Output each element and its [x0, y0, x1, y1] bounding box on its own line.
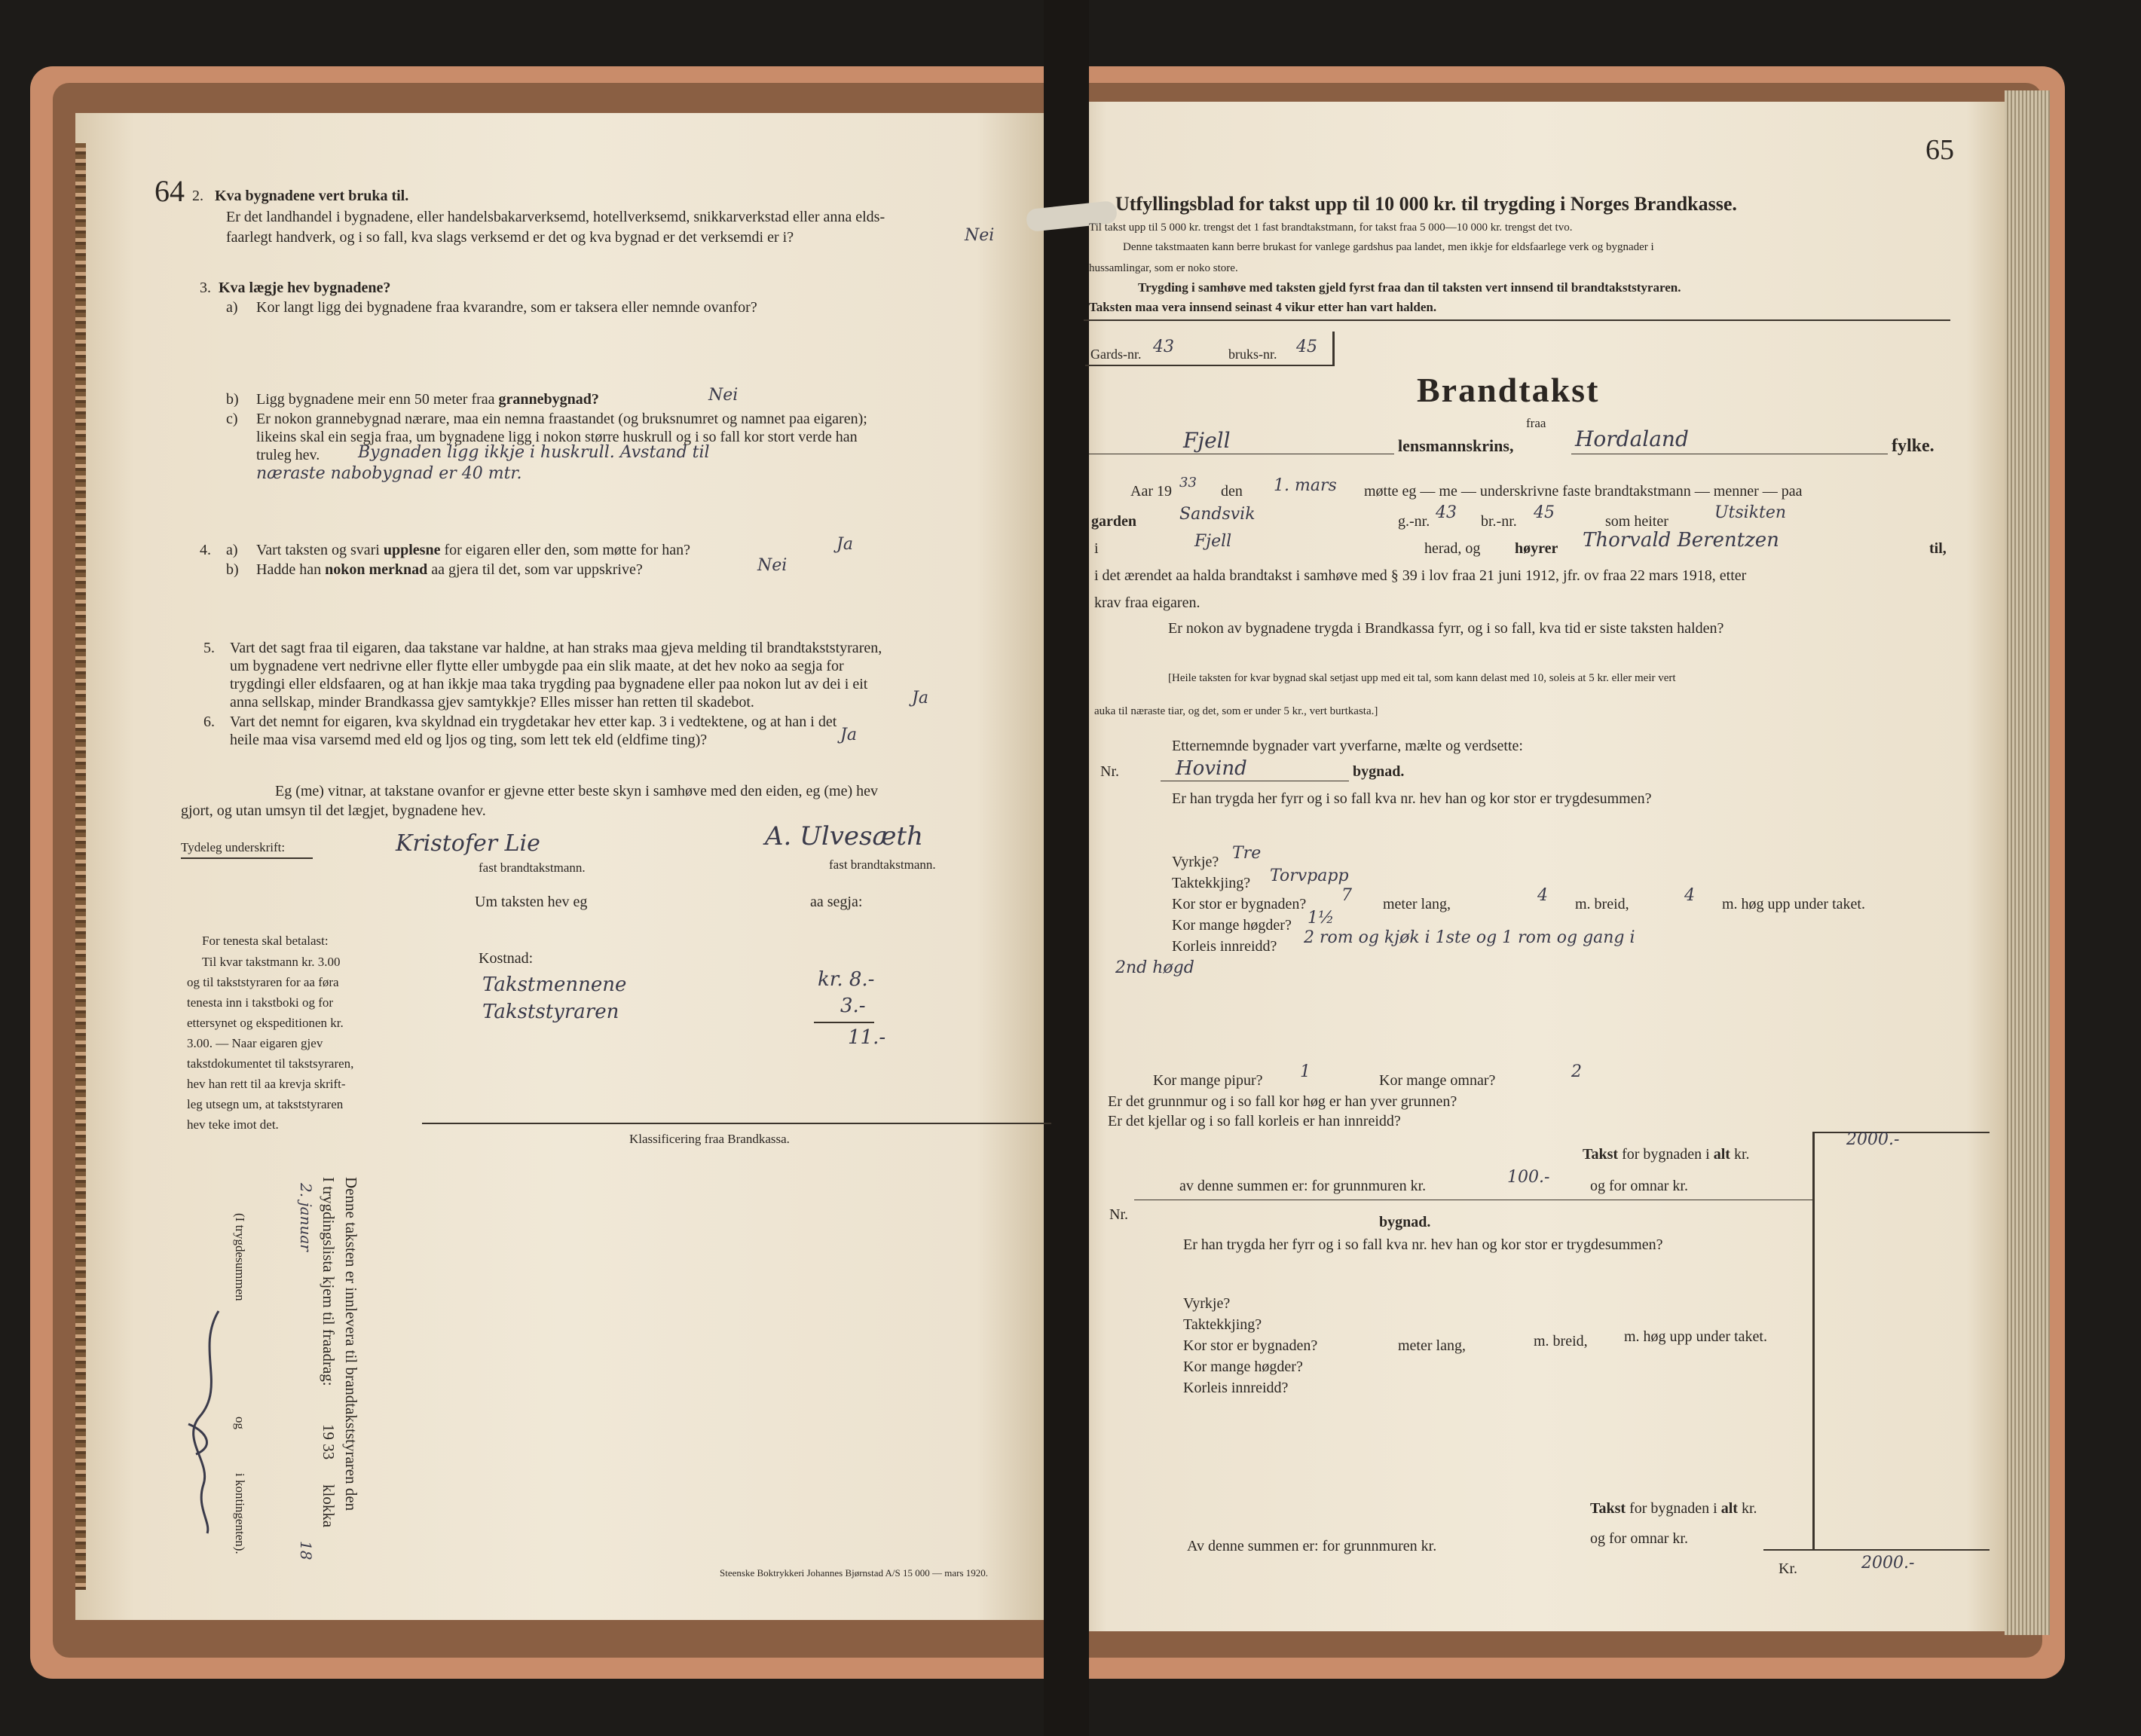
b1-hogder-label: Kor mange høgder? [1172, 917, 1292, 934]
b2-hog-label: m. høg upp under taket. [1624, 1328, 1767, 1345]
aa-segja: aa segja: [810, 894, 863, 910]
marbled-edge [75, 143, 86, 1590]
fee-7: takstdokumentet til takstsyraren, [187, 1056, 354, 1071]
trygda-question: Er nokon av bygnadene trygda i Brandkassa fyrr, og i so fall, kva tid er siste taksten halden? [1168, 620, 1724, 637]
fee-8: hev han rett til aa krevja skrift- [187, 1077, 346, 1091]
b1-innreidd-value: 2 rom og kjøk i 1ste og 1 rom og gang i [1304, 928, 1635, 947]
fylke-label: fylke. [1892, 436, 1935, 456]
herad-value: Fjell [1194, 532, 1232, 551]
b2-total-value: 2000.- [1861, 1554, 1915, 1572]
b1-takst-label: Takst [1583, 1146, 1619, 1163]
aar-label: Aar 19 [1130, 483, 1172, 500]
b1-takst-line [1583, 1145, 1750, 1163]
q4-a-answer: Ja [837, 535, 853, 554]
b1-breid-label: m. breid, [1575, 896, 1629, 912]
q5-2: um bygnadene vert nedrivne eller flytte eller umbygde paa ein slik maate, at det hev noko aa segja for [230, 658, 844, 674]
q3-b: Ligg bygnadene meir enn 50 meter fraa [256, 391, 495, 408]
witness-2: gjort, og utan umsyn til det lægjet, bygnadene hev. [181, 802, 486, 819]
i-label: i [1094, 540, 1099, 557]
q6-answer: Ja [840, 726, 857, 744]
signature-label-underline [181, 857, 313, 859]
b1-storleik-label: Kor stor er bygnaden? [1172, 896, 1307, 912]
b2-hogder-label: Kor mange høgder? [1183, 1359, 1303, 1375]
den-value: 1. mars [1274, 476, 1337, 495]
aerendet-1: i det ærendet aa halda brandtakst i samhøve med § 39 i lov fraa 21 juni 1912, jfr. ov fraa 22 mars 1918, etter [1094, 567, 1747, 584]
doc-title: Brandtakst [1417, 371, 1600, 409]
b1-trygda: Er han trygda her fyrr og i so fall kva nr. hev han og kor stor er trygdesummen? [1172, 790, 1652, 807]
printer-line: Steenske Boktrykkeri Johannes Bjørnstad A/S 15 000 — mars 1920. [720, 1567, 989, 1579]
q3-b-answer: Nei [708, 386, 739, 405]
b2-takst-alt: alt [1720, 1500, 1738, 1517]
b1-nr-label: Nr. [1100, 763, 1119, 780]
q3-c-2: likeins skal ein segja fraa, um bygnadene ligg i nokon større huskrull og i so fall kor stort verde han [256, 429, 858, 445]
fee-1: For tenesta skal betalast: [202, 934, 329, 948]
kostnad-row-2-label: Takststyraren [482, 1001, 619, 1023]
page-number-left: 64 [154, 174, 185, 208]
fylke-value: Hordaland [1575, 426, 1689, 451]
vertical-date: 2. januar [297, 1183, 315, 1252]
b2-taktekkjing-label: Taktekkjing? [1183, 1316, 1262, 1333]
q5-3: trygdingi eller eldsfaaren, og at han ikkje maa taka trygding paa bygnadene eller paa nokon lut av dei i eit [230, 676, 868, 692]
q5-4: anna sellskap, minder Brandkassa gjev samtykkje? Elles misser han retten til skadebot. [230, 694, 754, 711]
b1-hogder-value: 1½ [1308, 909, 1335, 928]
herad-label: herad, og [1424, 540, 1481, 557]
header-bold-1: Trygding i samhøve med taksten gjeld fyrst fraa dan til taksten vert innsend til brandtakststyraren. [1138, 280, 1681, 295]
garden-label: garden [1091, 513, 1136, 530]
til-label: til, [1929, 540, 1947, 557]
q4-b-line [256, 561, 643, 579]
q3-number: 3. [200, 280, 211, 296]
b1-bygnad-label: bygnad. [1353, 763, 1405, 780]
b1-lang-value: 7 [1341, 886, 1352, 905]
gards-box-side [1332, 332, 1335, 366]
page-number-right: 65 [1925, 134, 1954, 166]
q3-b-marker: b) [226, 391, 239, 408]
b1-lang-label: meter lang, [1383, 896, 1451, 912]
header-title: Utfyllingsblad for takst upp til 10 000 kr. til trygding i Norges Brandkasse. [1115, 193, 1737, 215]
vertical-og: og [233, 1417, 247, 1429]
q4-b-post: aa gjera til det, som var uppskrive? [431, 561, 643, 578]
b2-bygnad-label: bygnad. [1379, 1214, 1431, 1230]
b2-innreidd-label: Korleis innreidd? [1183, 1380, 1289, 1396]
heiter-label: som heiter [1605, 513, 1668, 530]
b1-breid-value: 4 [1537, 886, 1548, 905]
gards-label: Gards-nr. [1090, 347, 1142, 362]
header-line-1: Til takst upp til 5 000 kr. trengst det 1 fast brandtakstmann, for takst fraa 5 000—10 000 kr. trengst det tvo. [1089, 222, 1573, 234]
signature-label: Tydeleg underskrift: [181, 840, 286, 854]
q5-number: 5. [203, 640, 215, 656]
vertical-kontingenten: i kontingenten). [233, 1473, 247, 1554]
q3-a: Kor langt ligg dei bygnadene fraa kvarandre, som er taksera eller nemnde ovanfor? [256, 299, 757, 316]
b1-taktekkjing-value: Torvpapp [1270, 866, 1349, 885]
q2-title: Kva bygnadene vert bruka til. [215, 188, 409, 204]
fee-4: tenesta inn i takstboki og for [187, 995, 334, 1010]
b1-pipur-label: Kor mange pipur? [1153, 1072, 1263, 1089]
vertical-trygdingslista: I trygdingslista kjem til fraadrag: [320, 1177, 338, 1386]
b2-summen-label: Av denne summen er: for grunnmuren kr. [1187, 1538, 1437, 1554]
q5-1: Vart det sagt fraa til eigaren, daa takstane var haldne, at han straks maa gjeva melding til brandtakststyraren, [230, 640, 882, 656]
q3-c-marker: c) [226, 411, 238, 427]
header-line-2: Denne takstmaaten kann berre brukast for vanlege gardshus paa landet, men ikkje for eldsfaarlege verk og bygnader i [1123, 241, 1654, 253]
bruks-nr: 45 [1296, 338, 1317, 356]
takst-box-top [1812, 1132, 1990, 1133]
q6-number: 6. [203, 714, 215, 730]
header-line-3: hussamlingar, som er noko store. [1089, 262, 1238, 274]
bruks-label: bruks-nr. [1228, 347, 1277, 362]
kostnad-sum-line [814, 1022, 874, 1023]
q4-b-pre: Hadde han [256, 561, 322, 578]
q2-number: 2. [192, 188, 203, 204]
b2-nr-label: Nr. [1109, 1206, 1128, 1223]
hoyrer-label: høyrer [1515, 540, 1558, 557]
fee-3: og til takststyraren for aa føra [187, 975, 339, 989]
b2-takst-kr: kr. [1741, 1500, 1757, 1517]
b1-grunnmur-q: Er det grunnmur og i so fall kor høg er han yver grunnen? [1108, 1093, 1457, 1110]
header-bold-2: Taksten maa vera innsend seinast 4 vikur etter han vart halden. [1089, 300, 1437, 314]
b1-name: Hovind [1176, 757, 1247, 780]
total-rule [1763, 1549, 1990, 1551]
q4-a-post: for eigaren eller den, som møtte for han? [444, 542, 690, 558]
b2-trygda: Er han trygda her fyrr og i so fall kva nr. hev han og kor stor er trygdesummen? [1183, 1236, 1663, 1253]
gnr-label: g.-nr. [1398, 513, 1430, 530]
gards-nr: 43 [1153, 338, 1174, 356]
gnr-value: 43 [1436, 503, 1457, 522]
kostnad-row-1-label: Takstmennene [482, 973, 627, 996]
den-label: den [1221, 483, 1243, 500]
q3-a-marker: a) [226, 299, 238, 316]
b2-storleik-label: Kor stor er bygnaden? [1183, 1337, 1318, 1354]
b1-takst-post: for bygnaden i [1622, 1146, 1710, 1163]
b2-lang-label: meter lang, [1398, 1337, 1466, 1354]
klassifisering-line [422, 1123, 1051, 1124]
b1-hog-value: 4 [1684, 886, 1695, 905]
b2-breid-label: m. breid, [1534, 1333, 1588, 1349]
vertical-signature-scribble [166, 1304, 234, 1537]
b1-taktekkjing-label: Taktekkjing? [1172, 875, 1251, 891]
b1-pipur-value: 1 [1300, 1062, 1311, 1081]
sig-caption-2: fast brandtakstmann. [829, 857, 936, 872]
vertical-innlevera: Denne taksten er innlevera til brandtakststyraren den [342, 1177, 360, 1511]
b1-kjellar-q: Er det kjellar og i so fall korleis er han innreidd? [1108, 1113, 1401, 1129]
kostnad-row-2-value: 3.- [840, 995, 866, 1017]
b1-omnar-value: 2 [1571, 1062, 1582, 1081]
witness-1: Eg (me) vitnar, at takstane ovanfor er gjevne etter beste skyn i samhøve med den eiden, eg (me) hev [275, 783, 879, 799]
vertical-klokka-val: 18 [297, 1541, 315, 1560]
q2-answer: Nei [965, 226, 995, 245]
takst-box-left [1812, 1132, 1815, 1550]
b1-vyrkje-value: Tre [1232, 844, 1262, 863]
gards-box-bottom [1085, 365, 1334, 366]
b1-innreidd-label: Korleis innreidd? [1172, 938, 1277, 955]
motte-text: møtte eg — me — underskrivne faste brandtakstmann — menner — paa [1364, 483, 1803, 500]
b1-innreidd-value-2: 2nd høgd [1115, 958, 1194, 977]
fee-5: ettersynet og ekspeditionen kr. [187, 1016, 344, 1030]
q4-b-answer: Nei [757, 556, 788, 575]
q3-c-3: truleg hev. [256, 447, 320, 463]
vertical-klokka: klokka [320, 1484, 338, 1528]
kostnad-row-1-value: kr. 8.- [818, 968, 875, 991]
b2-total-label: Kr. [1779, 1560, 1797, 1577]
brnr-value: 45 [1534, 503, 1555, 522]
owner-value: Thorvald Berentzen [1583, 529, 1779, 552]
q3-c-answer-2: næraste nabobygnad er 40 mtr. [256, 464, 522, 483]
b2-takst-post: for bygnaden i [1629, 1500, 1717, 1517]
brnr-label: br.-nr. [1481, 513, 1517, 530]
q2-body-1: Er det landhandel i bygnadene, eller handelsbakarverksemd, hotellverksemd, snikkarverkstad eller anna elds- [226, 209, 885, 225]
q4-number: 4. [200, 542, 211, 558]
b1-hog-label: m. høg upp under taket. [1722, 896, 1865, 912]
b1-takst-kr: kr. [1733, 1146, 1750, 1163]
b2-takst-line [1590, 1499, 1757, 1517]
q4-b-marker: b) [226, 561, 239, 578]
b2-omnar-kr-label: og for omnar kr. [1590, 1530, 1688, 1547]
um-taksten: Um taksten hev eg [475, 894, 588, 910]
b1-takst-alt: alt [1713, 1146, 1730, 1163]
b1-takst-value: 2000.- [1846, 1130, 1900, 1149]
vertical-year: 19 33 [320, 1424, 338, 1460]
q4-a-pre: Vart taksten og svari [256, 542, 380, 558]
lensmann-value: Fjell [1183, 428, 1231, 453]
sig-caption-1: fast brandtakstmann. [479, 860, 586, 875]
fee-10: hev teke imot det. [187, 1117, 279, 1132]
garden-value: Sandsvik [1179, 505, 1256, 524]
q3-b-line [256, 390, 599, 408]
aerendet-2: krav fraa eigaren. [1094, 594, 1200, 611]
kostnad-label: Kostnad: [479, 950, 534, 967]
klassifisering-label: Klassificering fraa Brandkassa. [629, 1132, 790, 1146]
heile-note-2: auka til næraste tiar, og det, som er under 5 kr., vert burtkasta.] [1094, 705, 1378, 717]
signature-1: Kristofer Lie [396, 830, 540, 857]
q3-c-1: Er nokon grannebygnad nærare, maa ein nemna fraastandet (og bruksnumret og namnet paa eigaren); [256, 411, 867, 427]
fee-2: Til kvar takstmann kr. 3.00 [202, 955, 341, 969]
header-rule [1084, 319, 1950, 321]
b1-omnar-kr-label: og for omnar kr. [1590, 1178, 1688, 1194]
b1-vyrkje-label: Vyrkje? [1172, 854, 1219, 870]
page-edges [2005, 90, 2050, 1635]
q3-title: Kva lægje hev bygnadene? [219, 280, 391, 296]
q4-a-marker: a) [226, 542, 238, 558]
vertical-trygdesummen: (I trygdesummen [233, 1213, 247, 1301]
q5-answer: Ja [912, 689, 928, 708]
b1-grunnmur-value: 100.- [1507, 1168, 1550, 1187]
heile-note-1: [Heile taksten for kvar bygnad skal setjast upp med eit tal, som kann delast med 10, soleis at 5 kr. eller meir vert [1168, 672, 1676, 684]
q6-1: Vart det nemnt for eigaren, kva skyldnad ein trygdetakar hev etter kap. 3 i vedtektene, og at han i det [230, 714, 837, 730]
q6-2: heile maa visa varsemd med eld og ljos og ting, som lett tek eld (eldfime ting)? [230, 732, 708, 748]
heiter-value: Utsikten [1714, 503, 1787, 522]
etternemnde: Etternemnde bygnader vart yverfarne, mælte og verdsette: [1172, 738, 1523, 754]
b2-takst-label: Takst [1590, 1500, 1626, 1517]
q4-b-bold: nokon merknad [325, 561, 428, 578]
q4-a-bold: upplesne [383, 542, 441, 558]
kostnad-total: 11.- [848, 1026, 886, 1049]
b1-omnar-label: Kor mange omnar? [1379, 1072, 1496, 1089]
signature-2: A. Ulvesæth [765, 821, 923, 851]
fraa-label: fraa [1526, 416, 1546, 430]
q2-body-2: faarlegt handverk, og i so fall, kva slags verksemd er det og kva bygnad er det verksemdi er i? [226, 229, 794, 246]
fee-6: 3.00. — Naar eigaren gjev [187, 1036, 323, 1050]
aar-value: 33 [1179, 475, 1197, 491]
book-spine [1044, 0, 1089, 1736]
b1-summen-label: av denne summen er: for grunnmuren kr. [1179, 1178, 1427, 1194]
lensmann-label: lensmannskrins, [1398, 436, 1514, 455]
q3-c-answer-1: Bygnaden ligg ikkje i huskrull. Avstand til [358, 443, 710, 462]
fee-9: leg utsegn um, at takststyraren [187, 1097, 344, 1111]
q3-b-bold: grannebygnad? [498, 391, 599, 408]
q4-a-line [256, 541, 690, 559]
b2-vyrkje-label: Vyrkje? [1183, 1295, 1231, 1312]
